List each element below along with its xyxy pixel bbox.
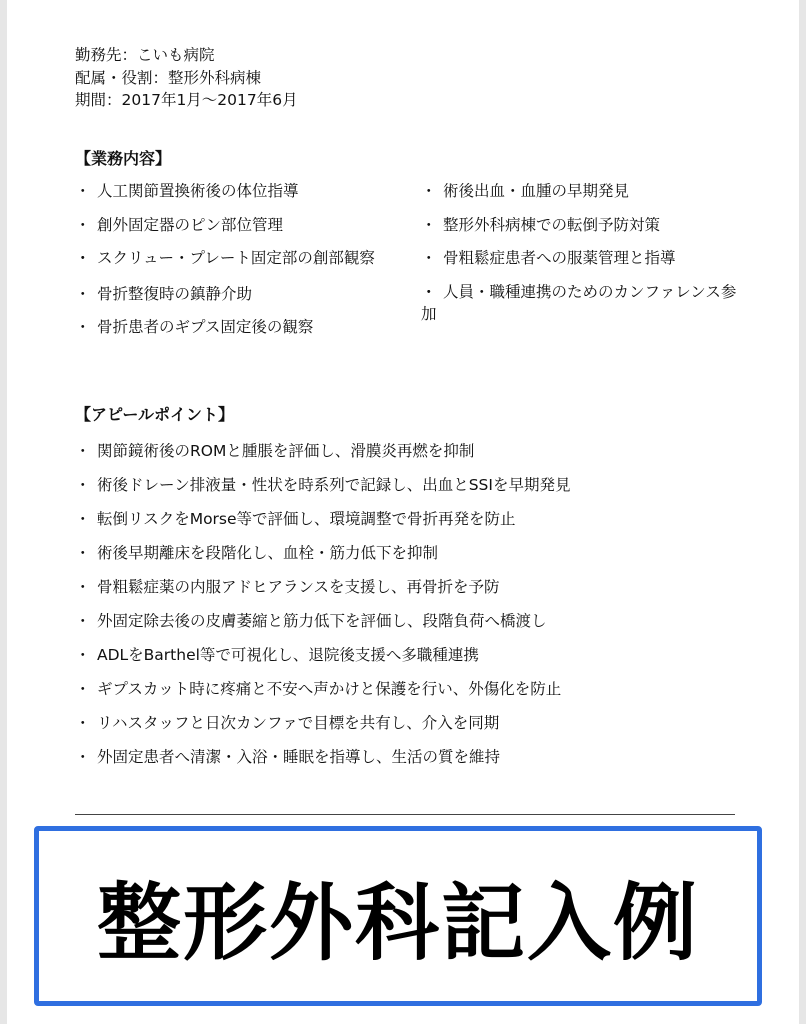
list-item: ・ 関節鏡術後のROMと腫脹を評価し、滑膜炎再燃を抑制 [75,440,755,463]
banner-title: 整形外科記入例 [96,873,699,972]
assignment-line: 配属・役割：整形外科病棟 [75,68,262,87]
period-line: 期間：2017年1月～2017年6月 [75,91,298,109]
duties-heading: 【業務内容】 [75,149,172,168]
workplace-line: 勤務先：こいも病院 [75,46,215,64]
list-item: ・ 骨粗鬆症患者への服薬管理と指導 [421,247,741,270]
list-item: ・ 骨折患者のギプス固定後の観察 [75,316,395,339]
list-item: ・ 術後出血・血腫の早期発見 [421,180,741,203]
list-item: ・ 創外固定器のピン部位管理 [75,214,395,237]
list-item: ・ リハスタッフと日次カンファで目標を共有し、介入を同期 [75,712,755,735]
list-item: ・ 外固定患者へ清潔・入浴・睡眠を指導し、生活の質を維持 [75,746,755,769]
appeal-list [75,440,755,780]
list-item-text: 人員・職種連携のためのカンファレンス参加 [421,282,737,323]
list-item: ・ 術後早期離床を段階化し、血栓・筋力低下を抑制 [75,542,755,565]
list-item: ・ ADLをBarthel等で可視化し、退院後支援へ多職種連携 [75,644,755,667]
employment-header [75,44,298,112]
duties-list-right [421,180,741,339]
title-banner [34,826,762,1006]
list-item: ・ 外固定除去後の皮膚萎縮と筋力低下を評価し、段階負荷へ橋渡し [75,610,755,633]
list-item: ・ ・ 人員・職種連携のためのカンファレンス参加 [421,281,741,326]
duties-list-left [75,180,395,350]
list-item: ・ ギプスカット時に疼痛と不安へ声かけと保護を行い、外傷化を防止 [75,678,755,701]
divider [75,814,735,815]
appeal-heading: 【アピールポイント】 [75,405,235,424]
list-item: ・ 骨粗鬆症薬の内服アドヒアランスを支援し、再骨折を予防 [75,576,755,599]
list-item: ・ 整形外科病棟での転倒予防対策 [421,214,741,237]
list-item: ・ ・ スクリュー・プレート固定部の創部観察 [75,247,395,270]
list-item-text: スクリュー・プレート固定部の創部観察 [97,249,375,267]
list-item: ・ 人工関節置換術後の体位指導 [75,180,395,203]
list-item: ・ 術後ドレーン排液量・性状を時系列で記録し、出血とSSIを早期発見 [75,474,755,497]
list-item: ・ 転倒リスクをMorse等で評価し、環境調整で骨折再発を防止 [75,508,755,531]
list-item: ・ 骨折整復時の鎮静介助 [75,283,395,306]
